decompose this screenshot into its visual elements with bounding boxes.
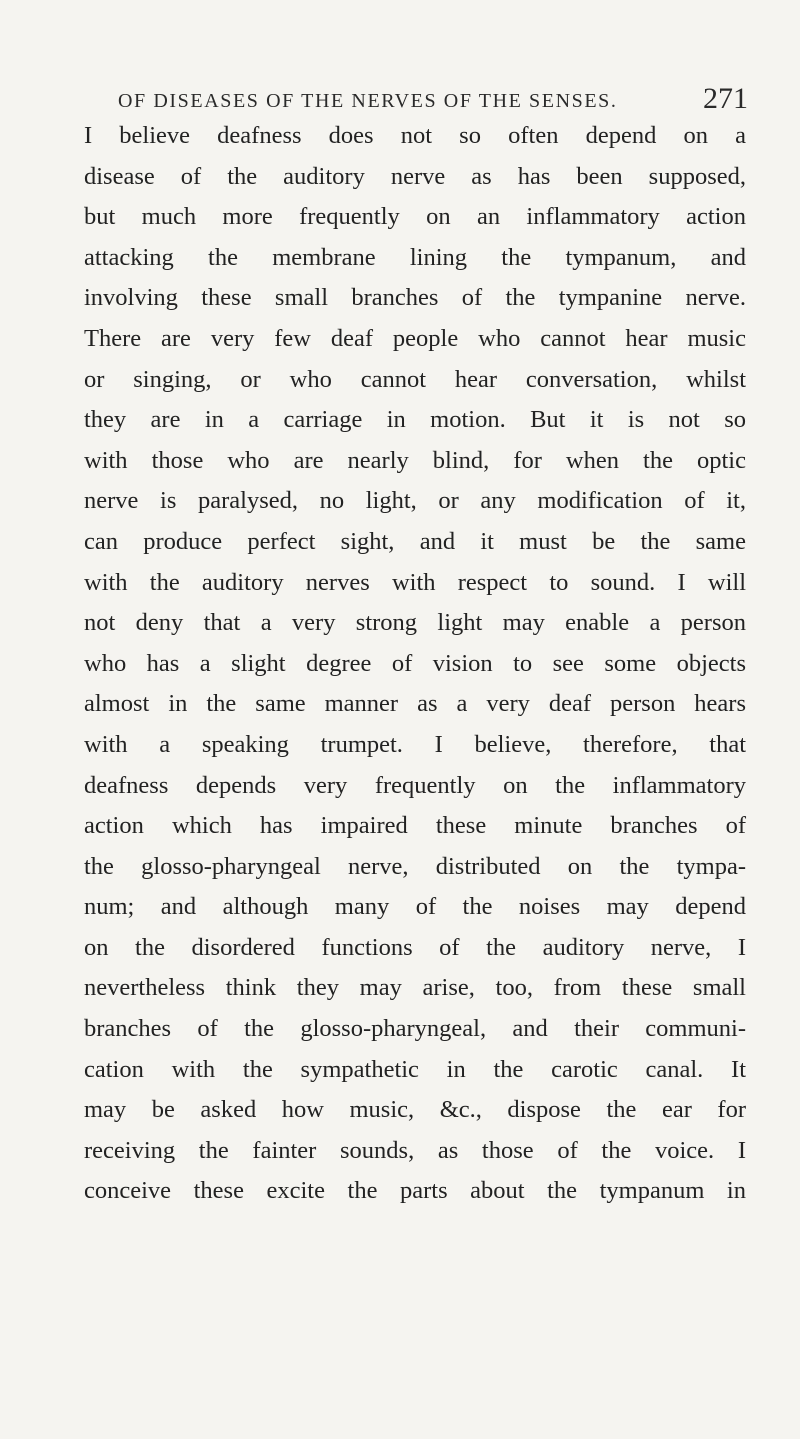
- text-line: attacking the membrane lining the tympanum, and: [84, 243, 746, 271]
- text-line: or singing, or who cannot hear conversation, whilst: [84, 365, 746, 393]
- text-line: who has a slight degree of vision to see some objects: [84, 649, 746, 677]
- text-line: branches of the glosso-pharyngeal, and their communi-: [84, 1015, 746, 1043]
- page-number: 271: [703, 82, 748, 115]
- text-line: disease of the auditory nerve as has been supposed,: [84, 162, 746, 190]
- running-title: OF DISEASES OF THE NERVES OF THE SENSES.: [118, 90, 618, 112]
- text-line: on the disordered functions of the auditory nerve, I: [84, 933, 746, 961]
- text-line: nerve is paralysed, no light, or any modification of it,: [84, 487, 746, 515]
- text-line: can produce perfect sight, and it must be the same: [84, 527, 746, 555]
- text-line: they are in a carriage in motion. But it is not so: [84, 406, 746, 434]
- text-line: with a speaking trumpet. I believe, therefore, that: [84, 730, 746, 758]
- text-line: There are very few deaf people who cannot hear music: [84, 324, 746, 352]
- text-line: not deny that a very strong light may enable a person: [84, 609, 746, 637]
- text-line: involving these small branches of the tympanine nerve.: [84, 284, 746, 312]
- body-text: [84, 116, 746, 1212]
- text-line: may be asked how music, &c., dispose the ear for: [84, 1096, 746, 1124]
- text-line: num; and although many of the noises may depend: [84, 893, 746, 921]
- text-line: conceive these excite the parts about the tympanum in: [84, 1177, 746, 1205]
- text-line: with those who are nearly blind, for when the optic: [84, 446, 746, 474]
- text-line: deafness depends very frequently on the inflammatory: [84, 771, 746, 799]
- text-line: cation with the sympathetic in the carotic canal. It: [84, 1055, 746, 1083]
- text-line: I believe deafness does not so often depend on a: [84, 122, 746, 149]
- text-line: with the auditory nerves with respect to sound. I will: [84, 568, 746, 596]
- text-line: receiving the fainter sounds, as those of the voice. I: [84, 1136, 746, 1164]
- text-line: almost in the same manner as a very deaf person hears: [84, 690, 746, 718]
- text-line: but much more frequently on an inflammatory action: [84, 203, 746, 231]
- text-line: nevertheless think they may arise, too, from these small: [84, 974, 746, 1002]
- text-line: action which has impaired these minute branches of: [84, 812, 746, 840]
- text-line: the glosso-pharyngeal nerve, distributed on the tympa-: [84, 852, 746, 880]
